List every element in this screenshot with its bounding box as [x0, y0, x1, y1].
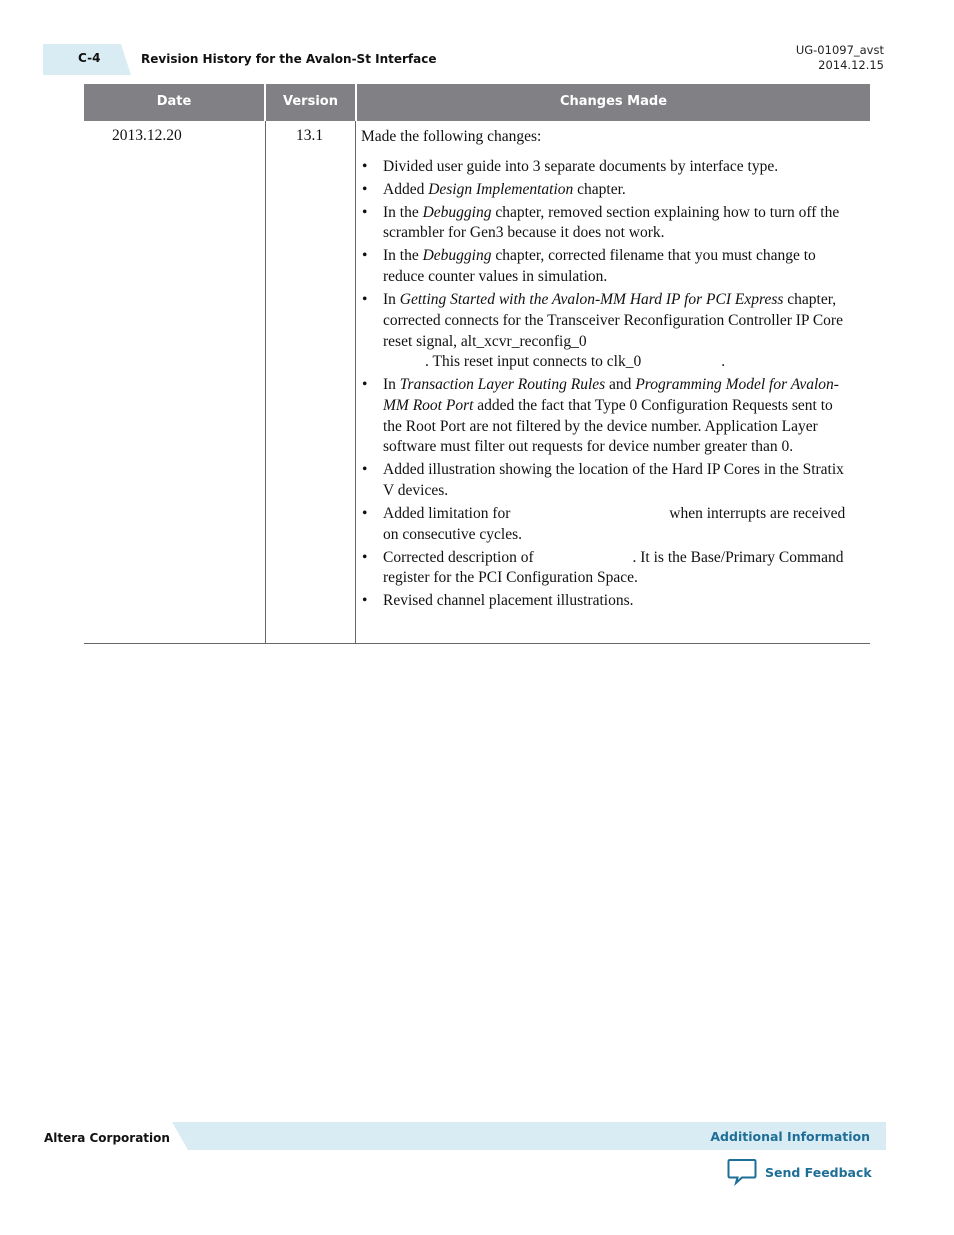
- change-text: In the: [383, 247, 423, 265]
- change-text: Divided user guide into 3 separate documents by interface type.: [383, 157, 779, 175]
- column-header-date: Date: [156, 94, 192, 109]
- change-item: [361, 246, 851, 287]
- emphasized-text: Debugging: [422, 203, 492, 221]
- change-text: . This reset input connects to clk_0: [425, 353, 642, 371]
- table-header: [84, 84, 870, 121]
- emphasized-text: Debugging: [422, 247, 492, 265]
- change-text: In: [383, 376, 400, 394]
- change-item: [361, 591, 851, 612]
- change-item: [361, 157, 851, 178]
- changes-list: [361, 157, 851, 612]
- change-item: [361, 180, 851, 201]
- doc-date: 2014.12.15: [818, 58, 884, 72]
- change-text: In: [383, 291, 400, 309]
- page-number: C-4: [78, 51, 101, 65]
- change-text: Added limitation for: [383, 505, 515, 523]
- emphasized-text: Getting Started with the Avalon-MM Hard IP for PCI Express: [399, 291, 784, 309]
- column-header-version: Version: [283, 94, 338, 109]
- change-text: chapter, removed section explaining how to turn off the scrambler for Gen3 because it does not work.: [383, 203, 840, 242]
- send-feedback-button[interactable]: [727, 1158, 872, 1186]
- change-text: . It is the Base/Primary Command register for the PCI Configuration Space.: [383, 548, 844, 587]
- change-text: chapter.: [573, 180, 626, 198]
- change-item: [361, 375, 851, 458]
- change-item: [361, 290, 851, 373]
- change-item: [361, 460, 851, 501]
- change-text: and: [605, 376, 636, 394]
- column-divider: [265, 121, 266, 643]
- speech-bubble-icon: [727, 1158, 757, 1186]
- cell-version: 13.1: [296, 127, 324, 144]
- additional-information-link[interactable]: Additional Information: [710, 1129, 870, 1144]
- emphasized-text: Design Implementation: [428, 180, 574, 198]
- change-text: Corrected description of: [383, 548, 538, 566]
- column-divider: [355, 121, 356, 643]
- change-text: Added illustration showing the location of the Hard IP Cores in the Stratix V devices.: [383, 461, 844, 500]
- cell-date: 2013.12.20: [112, 127, 182, 144]
- revision-table: [84, 84, 870, 644]
- change-text: In the: [383, 203, 423, 221]
- doc-info: [796, 43, 884, 73]
- change-item: [361, 548, 851, 589]
- change-text: chapter, corrected filename that you must change to reduce counter values in simulation.: [383, 247, 816, 286]
- change-item: [361, 203, 851, 244]
- change-text: added the fact that Type 0 Configuration Requests sent to the Root Port are not filtered by the device number. Application Layer software must filter out requests for device number greater than 0.: [383, 396, 833, 456]
- section-title: Revision History for the Avalon-St Interface: [141, 52, 437, 66]
- cell-changes: [361, 127, 851, 614]
- emphasized-text: Programming Model for Avalon-MM Root Port: [383, 376, 839, 414]
- change-text: when interrupts are received on consecutive cycles.: [383, 505, 846, 543]
- send-feedback-label: Send Feedback: [765, 1164, 872, 1180]
- change-text: Revised channel placement illustrations.: [383, 592, 634, 610]
- change-text: Added: [383, 180, 429, 198]
- column-header-changes: Changes Made: [559, 94, 668, 109]
- emphasized-text: Transaction Layer Routing Rules: [399, 376, 606, 394]
- doc-id: UG-01097_avst: [795, 43, 884, 57]
- change-text: .: [721, 353, 726, 371]
- change-text: chapter, corrected connects for the Transceiver Reconfiguration Controller IP Core reset signal, alt_xcvr_reconfig_0: [383, 291, 843, 350]
- company-name: Altera Corporation: [44, 1131, 170, 1145]
- table-row: [84, 121, 870, 644]
- change-item: [361, 504, 851, 545]
- changes-intro: Made the following changes:: [361, 128, 542, 145]
